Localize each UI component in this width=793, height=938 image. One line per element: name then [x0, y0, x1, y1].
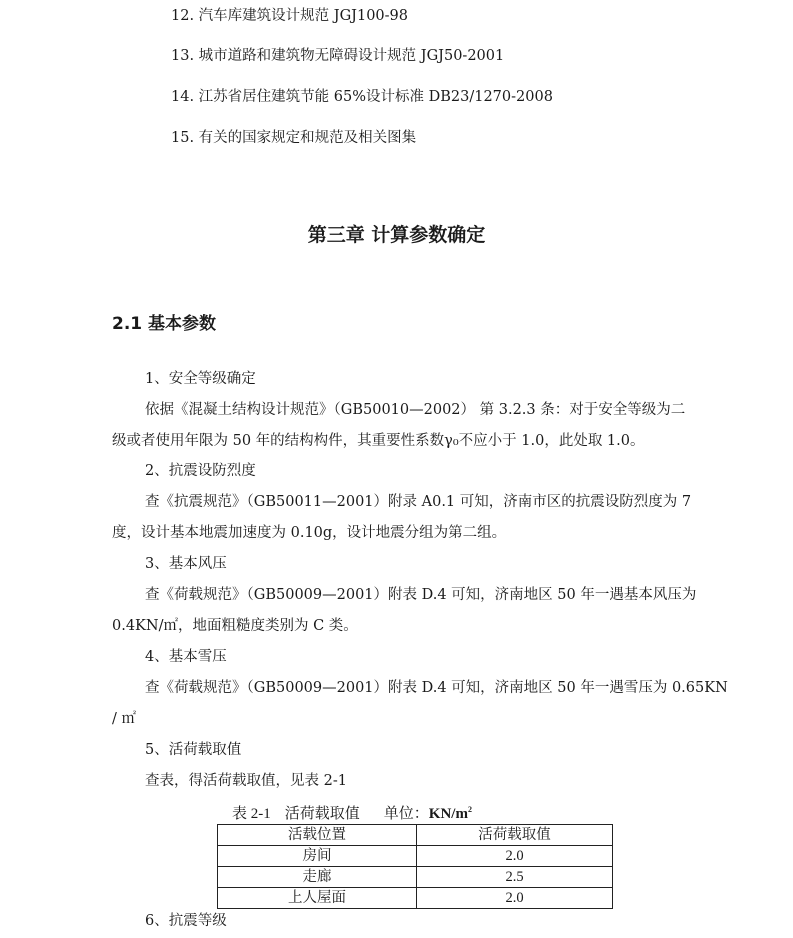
- reference-item-12: 12. 汽车库建筑设计规范 JGJ100-98: [171, 8, 409, 24]
- table-caption-unit: $KN/m^2$: [428, 805, 472, 822]
- wind-pressure-text-line2: [112, 616, 358, 636]
- table-cell-value: 2.0: [417, 888, 613, 909]
- snow-pressure-text-line2: / ㎡: [112, 711, 136, 727]
- live-load-text-line1: 查表，得活荷载取值，见表 2-1: [145, 773, 347, 789]
- table-cell-value: 2.0: [417, 846, 613, 867]
- reference-item-13: 13. 城市道路和建筑物无障碍设计规范 JGJ50-2001: [171, 48, 505, 64]
- table-row: [218, 846, 613, 867]
- safety-grade-text-line2: 级或者使用年限为 50 年的结构构件，其重要性系数γ₀不应小于 1.0，此处取 1.0。: [112, 433, 645, 449]
- table-cell-value: 2.5: [417, 867, 613, 888]
- snow-pressure-text-line1: 查《荷载规范》（GB50009—2001）附表 D.4 可知，济南地区 50 年一遇雪压为 0.65KN: [145, 680, 728, 696]
- safety-grade-text-line1: 依据《混凝土结构设计规范》（GB50010—2002） 第 3.2.3 条：对于安全等级为二: [145, 402, 686, 418]
- seismic-intensity-heading: 2、抗震设防烈度: [145, 463, 256, 479]
- table-caption-id: 表 2-1: [232, 806, 271, 822]
- wind-pressure-text-line1: 查《荷载规范》（GB50009—2001）附表 D.4 可知，济南地区 50 年一遇基本风压为: [145, 587, 697, 603]
- table-cell-position: 上人屋面: [218, 888, 417, 909]
- reference-item-14: 14. 江苏省居住建筑节能 65%设计标准 DB23/1270-2008: [171, 89, 553, 105]
- seismic-intensity-text-line1: 查《抗震规范》（GB50011—2001）附录 A0.1 可知，济南市区的抗震设防烈度为 7: [145, 494, 692, 510]
- safety-grade-heading: 1、安全等级确定: [145, 371, 256, 387]
- chapter-title: 第三章 计算参数确定: [307, 224, 486, 246]
- table-caption-title: 活荷载取值: [284, 806, 360, 822]
- table-header-row: [218, 825, 613, 846]
- wind-pressure-value: 0.4KN/㎡: [112, 618, 178, 634]
- seismic-grade-heading: 6、抗震等级: [145, 913, 227, 929]
- snow-pressure-heading: 4、基本雪压: [145, 649, 227, 665]
- table-cell-position: 走廊: [218, 867, 417, 888]
- table-header-value: 活荷载取值: [417, 825, 613, 846]
- section-title: 2.1 基本参数: [112, 314, 217, 334]
- table-cell-position: 房间: [218, 846, 417, 867]
- table-row: [218, 867, 613, 888]
- wind-pressure-heading: 3、基本风压: [145, 556, 227, 572]
- live-load-table: [217, 824, 613, 909]
- table-caption-unit-label: 单位：: [383, 806, 429, 822]
- wind-pressure-rest: ，地面粗糙度类别为 C 类。: [177, 618, 358, 634]
- table-header-position: 活载位置: [218, 825, 417, 846]
- table-caption: [232, 802, 472, 823]
- table-row: [218, 888, 613, 909]
- reference-item-15: 15. 有关的国家规定和规范及相关图集: [171, 130, 417, 146]
- live-load-heading: 5、活荷载取值: [145, 742, 242, 758]
- seismic-intensity-text-line2: 度，设计基本地震加速度为 0.10g，设计地震分组为第二组。: [112, 525, 507, 541]
